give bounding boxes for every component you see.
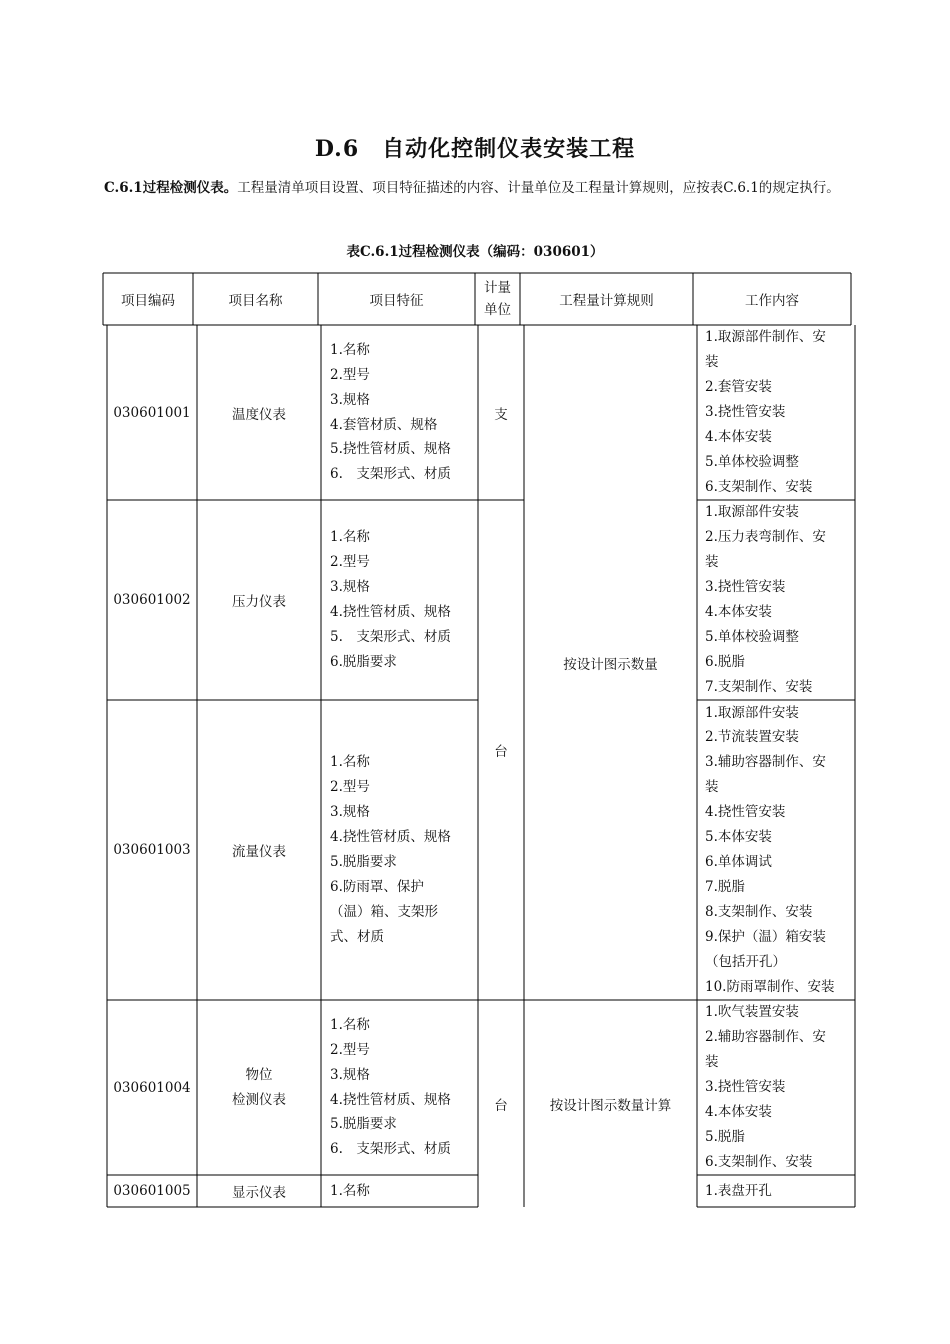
intro-text: 工程量清单项目设置、项目特征描述的内容、计量单位及工程量计算规则，应按表C.6.1的规定执行。 (237, 180, 840, 196)
feature-line: 3.规格 (330, 391, 370, 408)
rule-cell-1: 按设计图示数量 (563, 656, 658, 673)
row2-name: 压力仪表 (232, 594, 286, 610)
work-line: 1.表盘开孔 (705, 1182, 772, 1199)
work-line: 4.本体安装 (705, 428, 772, 445)
work-line: 4.本体安装 (705, 1103, 772, 1120)
intro-paragraph (104, 176, 850, 201)
feature-line: 1.名称 (330, 529, 370, 546)
work-line: 5.本体安装 (705, 829, 772, 846)
header-features: 项目特征 (369, 293, 424, 309)
work-line: 5.单体校验调整 (705, 628, 799, 645)
row4-work (697, 1000, 855, 1175)
work-line: 2.套管安装 (705, 379, 772, 396)
feature-line: 2.型号 (330, 366, 370, 383)
row3-code: 030601003 (113, 842, 191, 858)
feature-line: 1.名称 (330, 341, 370, 358)
feature-line: 6.脱脂要求 (330, 653, 397, 670)
rule-cell-2: 按设计图示数量计算 (549, 1097, 672, 1114)
row1-work (697, 325, 855, 500)
feature-line: 6.防雨罩、保护 (330, 878, 424, 895)
work-line: 5.脱脂 (705, 1128, 745, 1145)
header-unit-line1: 计量 (484, 280, 511, 296)
work-line: 2.压力表弯制作、安 (705, 529, 826, 546)
row4-name (197, 1000, 321, 1175)
work-line: （包括开孔） (705, 953, 786, 970)
feature-line: 1.名称 (330, 1182, 370, 1199)
feature-line: 4.挠性管材质、规格 (330, 829, 451, 846)
work-line: 2.辅助容器制作、安 (705, 1029, 826, 1046)
work-line: 7.脱脂 (705, 878, 745, 895)
row4-code: 030601004 (113, 1079, 191, 1096)
work-line: 10.防雨罩制作、安装 (705, 978, 835, 995)
header-work: 工作内容 (745, 293, 799, 309)
work-line: 1.取源部件制作、安 (705, 329, 826, 346)
work-line: 6.支架制作、安装 (705, 1153, 813, 1170)
row5-code: 030601005 (113, 1183, 191, 1199)
feature-line: 3.规格 (330, 804, 370, 821)
work-line: 4.本体安装 (705, 604, 772, 620)
row2-code: 030601002 (113, 592, 191, 608)
row4-name-line1: 物位 (245, 1066, 273, 1083)
row1-code: 030601001 (113, 404, 191, 421)
feature-line: 2.型号 (330, 779, 370, 796)
work-line: 1.取源部件安装 (705, 704, 799, 721)
unit-cell-2: 台 (494, 744, 508, 760)
row5-features (321, 1175, 478, 1207)
feature-line: 3.规格 (330, 1066, 370, 1083)
feature-line: 5.脱脂要求 (330, 854, 397, 870)
row3-name: 流量仪表 (232, 844, 286, 860)
work-line: 4.挠性管安装 (705, 804, 786, 821)
work-line: 8.支架制作、安装 (705, 903, 813, 920)
feature-line: 2.型号 (330, 1041, 370, 1058)
unit-cell-1: 支 (494, 406, 508, 423)
row5-work (697, 1175, 855, 1207)
work-line: 3.挠性管安装 (705, 579, 786, 596)
row4-features (321, 1000, 478, 1175)
page-title: D.6 自动化控制仪表安装工程 (314, 136, 636, 162)
row4-name-line2: 检测仪表 (232, 1091, 286, 1108)
feature-line: 4.套管材质、规格 (330, 416, 438, 433)
feature-line: 2.型号 (330, 554, 370, 571)
work-line: 3.挠性管安装 (705, 1079, 786, 1096)
table-caption: 表C.6.1过程检测仪表（编码：030601） (346, 244, 604, 260)
work-line: 3.挠性管安装 (705, 404, 786, 421)
row2-work (697, 500, 855, 700)
feature-line: 5. 支架形式、材质 (330, 628, 451, 645)
feature-line: 4.挠性管材质、规格 (330, 1091, 451, 1108)
work-line: 6.支架制作、安装 (705, 478, 813, 495)
work-line: 6.脱脂 (705, 653, 745, 670)
work-line: 3.辅助容器制作、安 (705, 754, 826, 771)
row1-name: 温度仪表 (232, 406, 286, 423)
row3-features (321, 700, 478, 1000)
work-line: 装 (705, 354, 719, 371)
feature-line: 3.规格 (330, 579, 370, 596)
work-line: 2.节流装置安装 (705, 729, 799, 746)
row1-features (321, 325, 478, 500)
feature-line: 6. 支架形式、材质 (330, 1141, 451, 1158)
feature-line: 6. 支架形式、材质 (330, 466, 451, 483)
header-name: 项目名称 (228, 293, 283, 309)
row3-work (697, 700, 855, 1000)
work-line: 装 (705, 554, 719, 571)
work-line: 5.单体校验调整 (705, 453, 799, 470)
feature-line: 4.挠性管材质、规格 (330, 604, 451, 620)
row2-features (321, 500, 478, 700)
feature-line: 1.名称 (330, 754, 370, 771)
work-line: 装 (705, 1054, 719, 1071)
header-unit (475, 273, 520, 325)
unit-cell-3: 台 (494, 1097, 508, 1114)
feature-line: 5.挠性管材质、规格 (330, 441, 451, 458)
work-line: 1.取源部件安装 (705, 504, 799, 521)
feature-line: （温）箱、支架形 (330, 903, 438, 920)
row5-name: 显示仪表 (232, 1185, 286, 1201)
work-line: 9.保护（温）箱安装 (705, 928, 826, 945)
feature-line: 式、材质 (330, 928, 384, 945)
work-line: 装 (705, 779, 719, 796)
header-unit-line2: 单位 (484, 302, 511, 318)
work-line: 6.单体调试 (705, 854, 772, 870)
work-line: 1.吹气装置安装 (705, 1004, 799, 1021)
header-code: 项目编码 (121, 293, 175, 309)
feature-line: 1.名称 (330, 1016, 370, 1033)
work-line: 7.支架制作、安装 (705, 678, 813, 695)
feature-line: 5.脱脂要求 (330, 1116, 397, 1133)
intro-lead: C.6.1过程检测仪表。 (104, 180, 238, 196)
header-rule: 工程量计算规则 (559, 293, 654, 309)
